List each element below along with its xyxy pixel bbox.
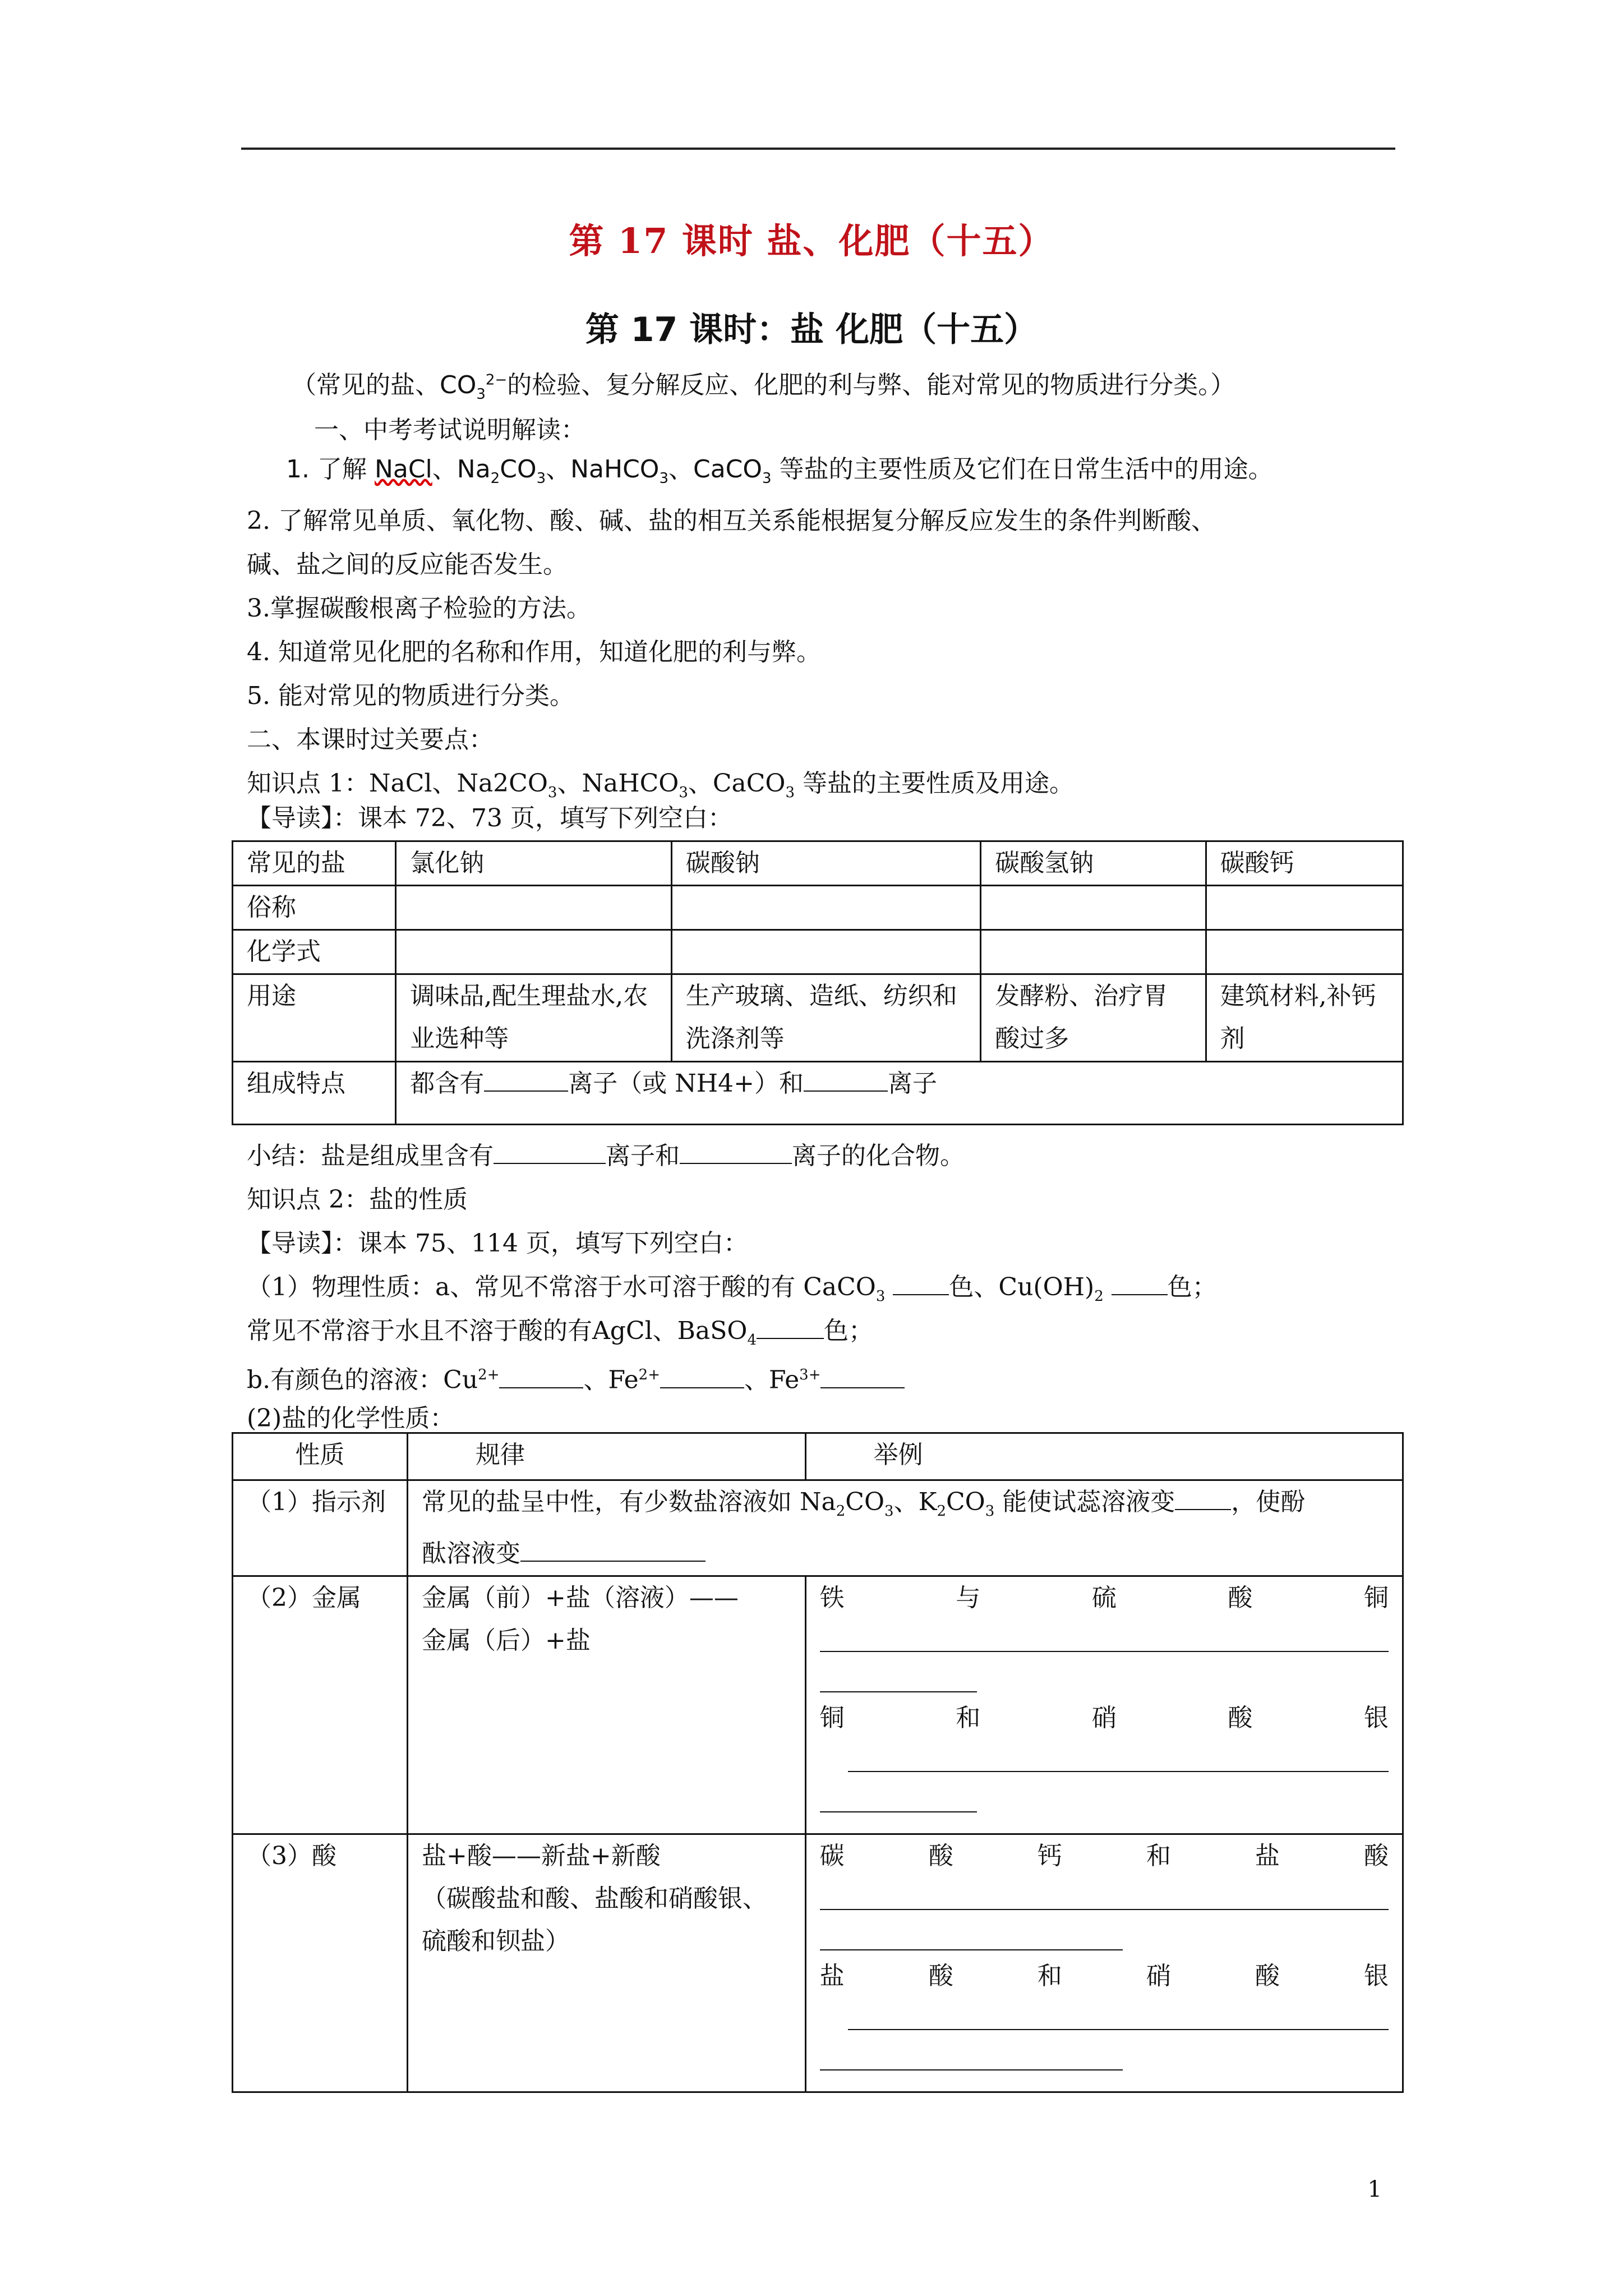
reading-guide-2: 【导读】：课本 75、114 页，填写下列空白： [247, 1229, 748, 1258]
table-header-cell: 碳酸钠 [671, 841, 981, 886]
knowledge-point-1: 知识点 1：NaCl、$Na2CO_3$、NaHCO$_3$、CaCO$_3$ 等盐的主要性质及用途。 [247, 769, 1075, 801]
metal-rule: 金属（前）+盐（溶液）—— 金属（后）+盐 [408, 1576, 806, 1834]
table-header-cell: 碳酸钙 [1206, 841, 1403, 886]
example-calcium-carbonate-hcl: 碳 酸 钙 和 盐 酸 [819, 1841, 1389, 1870]
answer-cell[interactable] [1206, 886, 1403, 930]
metal-examples [805, 1576, 1403, 1834]
blank-line[interactable] [520, 1538, 706, 1562]
table-header-cell: 性质 [233, 1433, 408, 1480]
page-number: 1 [1367, 2177, 1382, 2202]
blank-line[interactable] [820, 1365, 905, 1388]
table-header-cell: 举例 [805, 1433, 1403, 1480]
answer-cell[interactable] [396, 930, 671, 974]
indicator-rule: 常见的盐呈中性，有少数盐溶液如 $Na_2CO_3$、$K_2CO_3$ 能使试蕊溶液变 ，使酚 酞溶液变 [408, 1480, 1403, 1576]
acid-rule: 盐+酸——新盐+新酸 （碳酸盐和酸、盐酸和硝酸银、 硫酸和钡盐） [408, 1834, 806, 2092]
objective-2-line-2: 碱、盐之间的反应能否发生。 [247, 550, 568, 579]
answer-cell[interactable] [1206, 930, 1403, 974]
objective-4: 4. 知道常见化肥的名称和作用，知道化肥的利与弊。 [247, 638, 821, 666]
salts-table [232, 840, 1404, 1125]
page-title: 第 17 课时 盐、化肥（十五） [569, 220, 1054, 261]
colored-solutions: b.有颜色的溶液：$Cu^{2+}$ 、$Fe^{2+}$ 、$Fe^{3+}$ [247, 1353, 905, 1402]
insoluble-salts: 常见不常溶于水且不溶于酸的有AgCl、BaSO$_4$ 色； [247, 1317, 874, 1349]
header-rule [241, 148, 1395, 150]
summary: 小结：盐是组成里含有 离子和 离子的化合物。 [247, 1142, 965, 1170]
use-cell: 生产玻璃、造纸、纺织和洗涤剂等 [671, 974, 981, 1062]
table-header-cell: 碳酸氢钠 [981, 841, 1206, 886]
page-subtitle-heading: 第 17 课时：盐 化肥（十五） [585, 310, 1038, 349]
row-label-composition: 组成特点 [233, 1062, 396, 1125]
blank-line[interactable] [893, 1272, 949, 1295]
reading-guide-1: 【导读】：课本 72、73 页，填写下列空白： [247, 804, 732, 832]
composition-cell: 都含有 离子（或 NH4+）和 离子 [396, 1062, 1403, 1125]
objective-2-line-1: 2. 了解常见单质、氧化物、酸、碱、盐的相互关系能根据复分解反应发生的条件判断酸、 [247, 507, 1216, 535]
row-label-use: 用途 [233, 974, 396, 1062]
example-hcl-silver-nitrate: 盐 酸 和 硝 酸 银 [819, 1961, 1389, 1990]
section-heading-2: 二、本课时过关要点： [247, 725, 494, 754]
answer-line[interactable] [848, 1998, 1389, 2030]
blank-line[interactable] [484, 1068, 568, 1092]
blank-line[interactable] [804, 1068, 888, 1092]
use-cell: 建筑材料,补钙剂 [1206, 974, 1403, 1062]
objective-5: 5. 能对常见的物质进行分类。 [247, 682, 574, 710]
property-metal: （2）金属 [233, 1576, 408, 1834]
answer-cell[interactable] [981, 930, 1206, 974]
property-acid: （3）酸 [233, 1834, 408, 2092]
property-indicator: （1）指示剂 [233, 1480, 408, 1576]
answer-line[interactable] [820, 1652, 977, 1692]
blank-line[interactable] [1112, 1272, 1168, 1295]
blank-line[interactable] [494, 1140, 606, 1164]
row-label-formula: 化学式 [233, 930, 396, 974]
lesson-scope: （常见的盐、$CO_3^{2-}$的检验、复分解反应、化肥的利与弊、能对常见的物质进行分类。） [292, 371, 1235, 403]
objective-1: 1. 了解 NaCl、$Na_2CO_3$、NaHCO$_3$、CaCO$_3$ 等盐的主要性质及它们在日常生活中的用途。 [286, 455, 1273, 487]
chemical-properties-heading: (2)盐的化学性质： [247, 1404, 455, 1433]
example-iron-copper-sulfate: 铁 与 硫 酸 铜 [819, 1583, 1389, 1612]
table-header-cell: 规律 [408, 1433, 806, 1480]
blank-line[interactable] [499, 1365, 583, 1388]
answer-line[interactable] [820, 1910, 1123, 1950]
use-cell: 调味品,配生理盐水,农业选种等 [396, 974, 671, 1062]
answer-line[interactable] [848, 1740, 1389, 1772]
answer-cell[interactable] [671, 930, 981, 974]
answer-line[interactable] [820, 1619, 1389, 1652]
table-header-cell: 氯化钠 [396, 841, 671, 886]
blank-line[interactable] [1175, 1487, 1231, 1510]
answer-cell[interactable] [671, 886, 981, 930]
blank-line[interactable] [660, 1365, 744, 1388]
blank-line[interactable] [757, 1315, 824, 1339]
objective-3: 3.掌握碳酸根离子检验的方法。 [247, 594, 591, 623]
row-label-nickname: 俗称 [233, 886, 396, 930]
answer-cell[interactable] [396, 886, 671, 930]
answer-line[interactable] [820, 1878, 1389, 1910]
salt-properties-table [232, 1432, 1404, 2093]
answer-cell[interactable] [981, 886, 1206, 930]
physical-properties: （1）物理性质：a、常见不常溶于水可溶于酸的有 CaCO$_3$ 色、$Cu(OH)_2$ 色； [247, 1273, 1217, 1305]
example-copper-silver-nitrate: 铜 和 硝 酸 银 [819, 1703, 1389, 1732]
knowledge-point-2: 知识点 2：盐的性质 [247, 1185, 468, 1214]
blank-line[interactable] [680, 1140, 792, 1164]
answer-line[interactable] [820, 1772, 977, 1812]
acid-examples [805, 1834, 1403, 2092]
section-heading-1: 一、中考考试说明解读： [314, 416, 585, 444]
use-cell: 发酵粉、治疗胃酸过多 [981, 974, 1206, 1062]
table-header-cell: 常见的盐 [233, 841, 396, 886]
answer-line[interactable] [820, 2030, 1123, 2070]
